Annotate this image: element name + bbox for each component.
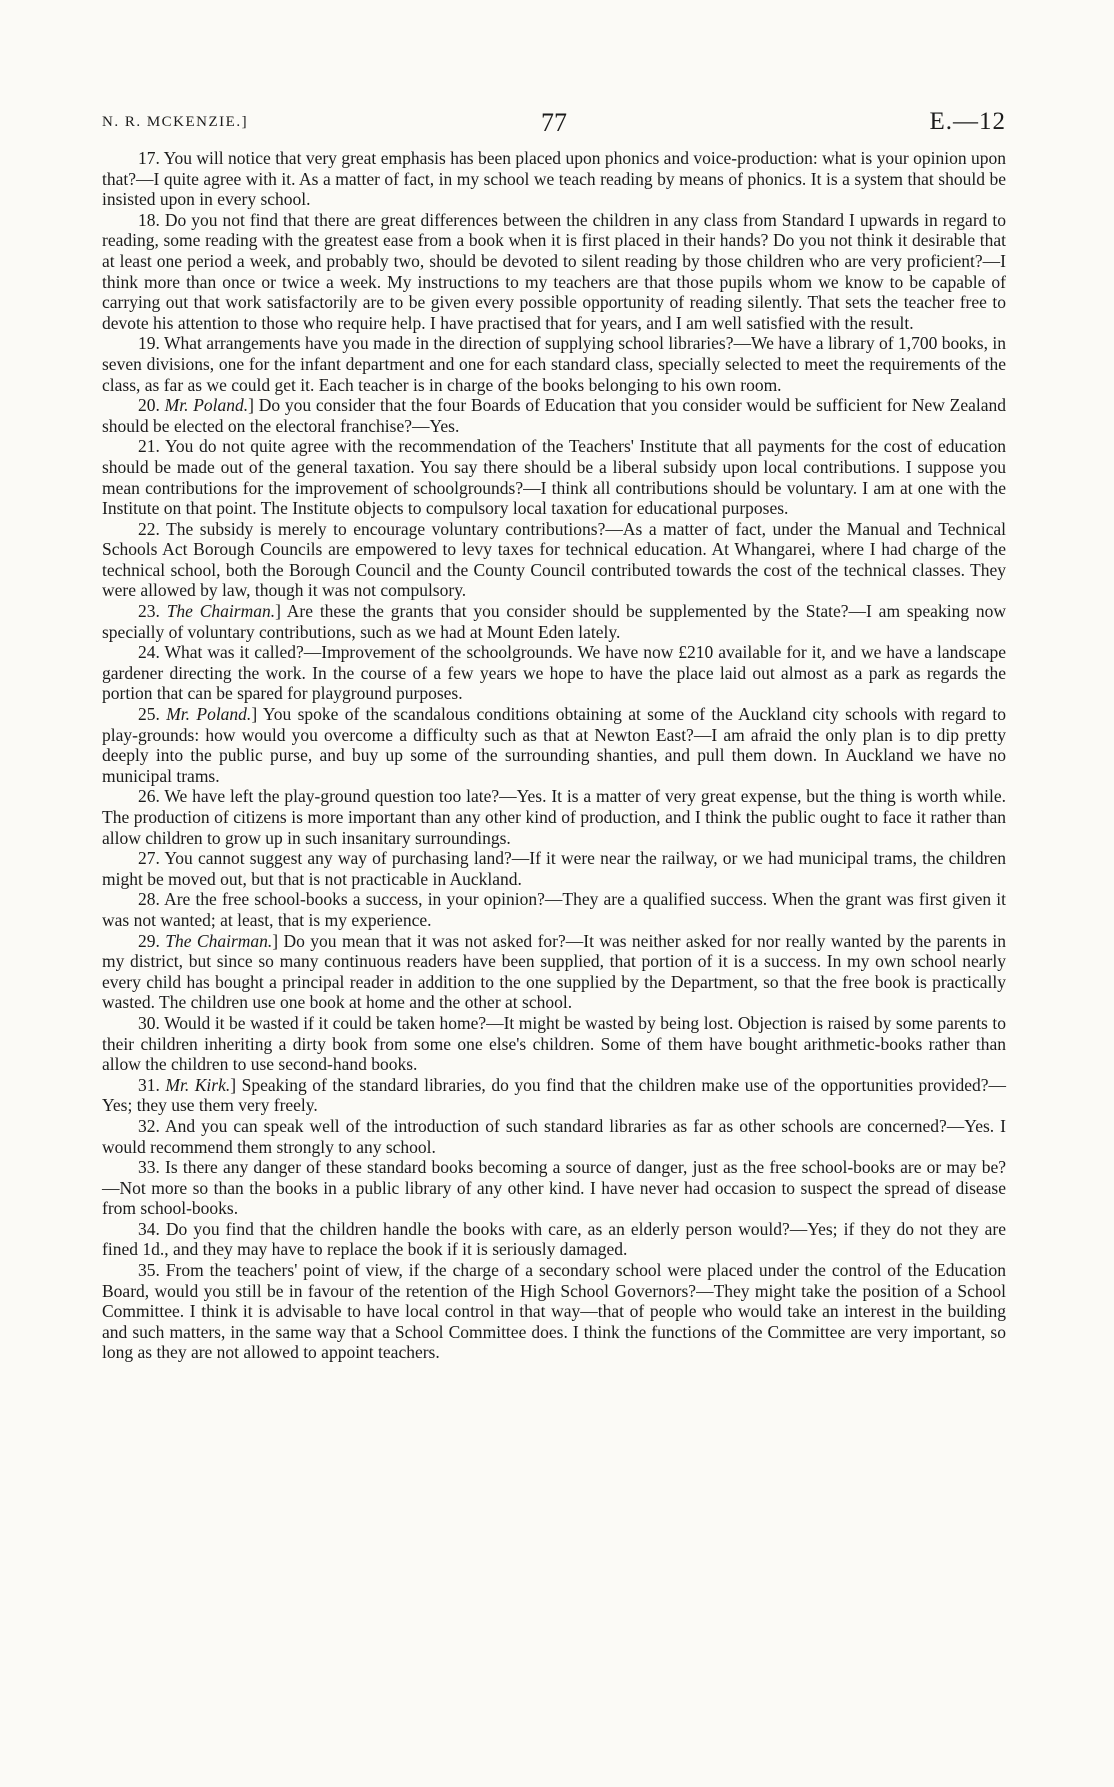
- paragraph-21: 21. You do not quite agree with the recommendation of the Teachers' Institute that all payments for the cost of education should be made out of the general taxation. You say there should be a liberal subsidy upon local contributions. I suppose you mean contributions for the improvement of schoolgrounds?—I think all contributions should be voluntary. I am at one with the Institute on that point. The Institute objects to compulsory local taxation for educational purposes.: [102, 436, 1006, 519]
- document-reference: E.—12: [929, 108, 1006, 135]
- paragraph-30: 30. Would it be wasted if it could be taken home?—It might be wasted by being lost. Objection is raised by some parents to their children inheriting a dirty book from some one else's children. Some of them have bought arithmetic-books rather than allow the children to use second-hand books.: [102, 1012, 1006, 1075]
- paragraph-24: 24. What was it called?—Improvement of the schoolgrounds. We have now £210 available for it, and we have a landscape gardener directing the work. In the course of a few years we hope to have the place laid out almost as a park as regards the portion that can be spared for playground purposes.: [102, 642, 1006, 704]
- paragraph-29: 29. The Chairman.] Do you mean that it was not asked for?—It was neither asked for nor really wanted by the parents in my district, but since so many continuous readers have been supplied, that portion of it is a success. In my own school nearly every child has bought a principal reader in addition to the one supplied by the Department, so that the free book is practically wasted. The children use one book at home and the other at school.: [102, 930, 1007, 1013]
- paragraph-19: 19. What arrangements have you made in the direction of supplying school libraries?—We have a library of 1,700 books, in seven divisions, one for the infant department and one for each standard class, specially selected to meet the requirements of the class, as far as we could get it. Each teacher is in charge of the books belonging to his own room.: [102, 333, 1007, 395]
- paragraph-31: 31. Mr. Kirk.] Speaking of the standard libraries, do you find that the children make use of the opportunities provided?—Yes; they use them very freely.: [102, 1074, 1007, 1116]
- paragraph-34: 34. Do you find that the children handle the books with care, as an elderly person would?—Yes; if they do not they are fined 1d., and they may have to replace the book if it is seriously damaged.: [102, 1218, 1006, 1260]
- page-header: [102, 108, 1006, 148]
- testimony-body: [102, 148, 1006, 1363]
- paragraph-35: 35. From the teachers' point of view, if the charge of a secondary school were placed under the control of the Education Board, would you still be in favour of the retention of the High School Governors?—They might take the position of a School Committee. I think it is advisable to have local control in that way—that of people who would take an interest in the building and such matters, in the same way that a School Committee does. I think the functions of the Committee are very important, so long as they are not allowed to appoint teachers.: [102, 1260, 1007, 1363]
- paragraph-28: 28. Are the free school-books a success, in your opinion?—They are a qualified success. When the grant was first given it was not wanted; at least, that is my experience.: [102, 889, 1006, 930]
- paragraph-23: 23. The Chairman.] Are these the grants that you consider should be supplemented by the State?—I am speaking now specially of voluntary contributions, such as we had at Mount Eden lately.: [102, 601, 1007, 642]
- witness-name: N. R. MCKENZIE.]: [102, 114, 249, 130]
- paragraph-33: 33. Is there any danger of these standard books becoming a source of danger, just as the free school-books are or may be?—Not more so than the books in a public library of any other kind. I have never had occasion to suspect the spread of disease from school-books.: [102, 1157, 1006, 1219]
- paragraph-20: 20. Mr. Poland.] Do you consider that the four Boards of Education that you consider would be sufficient for New Zealand should be elected on the electoral franchise?—Yes.: [102, 395, 1007, 436]
- paragraph-22: 22. The subsidy is merely to encourage voluntary contributions?—As a matter of fact, under the Manual and Technical Schools Act Borough Councils are empowered to levy taxes for technical education. At Whangarei, where I had charge of the technical school, both the Borough Council and the County Council contributed towards the cost of the technical classes. They were allowed by law, though it was not compulsory.: [102, 518, 1006, 601]
- paragraph-25: 25. Mr. Poland.] You spoke of the scandalous conditions obtaining at some of the Auckland city schools with regard to play-grounds: how would you overcome a difficulty such as that at Newton East?—I am afraid the only plan is to dip pretty deeply into the public purse, and buy up some of the surrounding shanties, and pull them down. In Auckland we have no municipal trams.: [102, 704, 1007, 786]
- paragraph-26: 26. We have left the play-ground question too late?—Yes. It is a matter of very great expense, but the thing is worth while. The production of citizens is more important than any other kind of production, and I think the public ought to face it rather than allow children to grow up in such insanitary surroundings.: [102, 786, 1006, 848]
- paragraph-18: 18. Do you not find that there are great differences between the children in any class from Standard I upwards in regard to reading, some reading with the greatest ease from a book when it is first placed in their hands? Do you not think it desirable that at least one period a week, and probably two, should be devoted to silent reading by those children who are very proficient?—I think more than once or twice a week. My instructions to my teachers are that those pupils whom we know to be capable of carrying out that work satisfactorily are to be given every possible opportunity of reading silently. That sets the teacher free to devote his attention to those who require help. I have practised that for years, and I am well satisfied with the result.: [102, 209, 1007, 333]
- paragraph-27: 27. You cannot suggest any way of purchasing land?—If it were near the railway, or we had municipal trams, the children might be moved out, but that is not practicable in Auckland.: [102, 848, 1006, 889]
- paragraph-17: 17. You will notice that very great emphasis has been placed upon phonics and voice-production: what is your opinion upon that?—I quite agree with it. As a matter of fact, in my school we teach reading by means of phonics. It is a system that should be insisted upon in every school.: [102, 148, 1006, 210]
- paragraph-32: 32. And you can speak well of the introduction of such standard libraries as far as other schools are concerned?—Yes. I would recommend them strongly to any school.: [102, 1115, 1006, 1157]
- page-number: 77: [541, 108, 567, 137]
